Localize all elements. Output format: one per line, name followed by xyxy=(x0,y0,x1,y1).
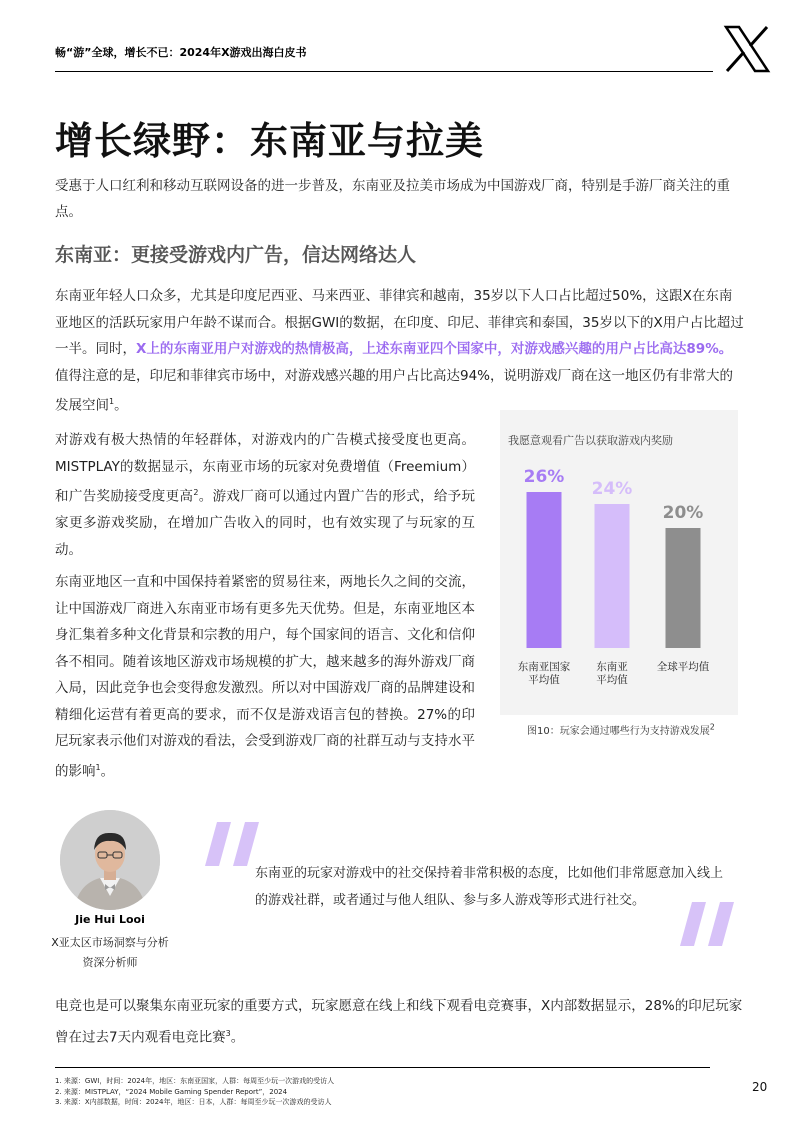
bar-chart xyxy=(500,410,738,715)
person-role-line-2: 资深分析师 xyxy=(82,956,138,969)
body-paragraph-2 xyxy=(55,427,475,563)
chart-panel xyxy=(500,410,738,715)
footnote-3: 3. 来源：X内部数据，时间：2024年，地区：日本，人群：每周至少玩一次游戏的受访人 xyxy=(55,1098,332,1106)
para1-end: 。 xyxy=(114,397,128,414)
category-label-1-1: 平均值 xyxy=(596,674,628,686)
category-label-2-0: 全球平均值 xyxy=(656,661,710,673)
person-name: Jie Hui Looi xyxy=(75,913,145,926)
footnote-ref: 3 xyxy=(225,1029,231,1038)
bar-1 xyxy=(595,504,630,648)
category-label-0-0: 东南亚国家 xyxy=(517,661,571,673)
para4-end: 。 xyxy=(230,1029,245,1046)
bar-0 xyxy=(527,492,562,648)
para1-highlight: X上的东南亚用户对游戏的热情极高，上述东南亚四个国家中，对游戏感兴趣的用户占比高达89%。 xyxy=(136,341,733,357)
x-logo-icon xyxy=(722,24,772,74)
person-photo xyxy=(60,810,160,910)
category-label-1-0: 东南亚 xyxy=(596,661,628,673)
header-title: 畅“游”全球，增长不已：2024年X游戏出海白皮书 xyxy=(55,46,307,59)
para4-text: 电竞也是可以聚集东南亚玩家的重要方式，玩家愿意在线上和线下观看电竞赛事，X内部数据显示，28%的印尼玩家曾在过去7天内观看电竞比赛 xyxy=(55,998,743,1046)
para2-text-cont: 。游戏厂商可以通过内置广告的形式，给予玩家更多游戏奖励，在增加广告收入的同时，也有效实现了与玩家的互动。 xyxy=(55,488,476,558)
section-title: 东南亚：更接受游戏内广告，信达网络达人 xyxy=(55,244,417,266)
header-divider xyxy=(55,71,713,72)
footer-divider xyxy=(55,1067,710,1068)
footnote-ref: 1 xyxy=(95,762,101,772)
body-paragraph-4 xyxy=(55,993,745,1052)
footnotes xyxy=(55,1076,334,1108)
person-role xyxy=(45,933,175,973)
body-paragraph-1 xyxy=(55,283,745,419)
para3-text: 东南亚地区一直和中国保持着紧密的贸易往来，两地长久之间的交流，让中国游戏厂商进入东南亚市场有更多先天优势。但是，东南亚地区本身汇集着多种文化背景和宗教的用户，每个国家间的语言、文化和信仰各不相同。随着该地区游戏市场规模的扩大，越来越多的海外游戏厂商入局，因此竞争也会变得愈发激烈。所以对中国游戏厂商的品牌建设和精细化运营有着更高的要求，而不仅是游戏语言包的替换。27%的印尼玩家表示他们对游戏的看法，会受到游戏厂商的社群互动与支持水平的影响 xyxy=(55,574,475,779)
category-label-0-1: 平均值 xyxy=(528,674,560,686)
para1-text-cont: 值得注意的是，印尼和菲律宾市场中，对游戏感兴趣的用户占比高达94%，说明游戏厂商在这一地区仍有非常大的发展空间 xyxy=(55,367,734,414)
body-paragraph-3 xyxy=(55,569,475,785)
para1-text: 东南亚年轻人口众多，尤其是印度尼西亚、马来西亚、菲律宾和越南，35岁以下人口占比超过50%，这跟X在东南亚地区的活跃玩家用户年龄不谋而合。根据GWI的数据，在印度、印尼、菲律宾和泰国，35岁以下的X用户占比超过一半。同时， xyxy=(55,288,744,357)
chart-title: 我愿意观看广告以获取游戏内奖励 xyxy=(508,434,673,447)
bar-2 xyxy=(666,528,701,648)
footnote-ref: 1 xyxy=(109,397,115,406)
chart-caption-text: 图10：玩家会通过哪些行为支持游戏发展 xyxy=(527,726,710,737)
bar-value-label-2: 20% xyxy=(662,503,704,523)
chart-caption xyxy=(527,722,715,737)
intro-paragraph: 受惠于人口红利和移动互联网设备的进一步普及，东南亚及拉美市场成为中国游戏厂商，特别是手游厂商关注的重点。 xyxy=(55,178,730,220)
bar-value-label-0: 26% xyxy=(523,467,565,487)
footnote-ref: 2 xyxy=(709,722,715,732)
para2-text: 对游戏有极大热情的年轻群体，对游戏内的广告模式接受度也更高。MISTPLAY的数据显示，东南亚市场的玩家对免费增值（Freemium）和广告奖励接受度更高 xyxy=(55,432,475,505)
page-title: 增长绿野：东南亚与拉美 xyxy=(55,119,485,163)
para3-end: 。 xyxy=(100,763,115,779)
footnote-ref: 2 xyxy=(193,488,199,497)
avatar xyxy=(60,810,160,910)
footnote-2: 2. 来源：MISTPLAY，“2024 Mobile Gaming Spender Report”，2024 xyxy=(55,1087,288,1096)
footnote-1: 1. 来源：GWI，时间：2024年，地区：东南亚国家，人群：每周至少玩一次游戏的受访人 xyxy=(55,1077,335,1085)
bar-value-label-1: 24% xyxy=(591,479,633,499)
person-role-line-1: X亚太区市场洞察与分析 xyxy=(51,936,169,949)
close-quote-icon xyxy=(680,900,740,950)
quote-text: 东南亚的玩家对游戏中的社交保持着非常积极的态度，比如他们非常愿意加入线上的游戏社群，或者通过与他人组队、参与多人游戏等形式进行社交。 xyxy=(255,866,724,908)
page-number: 20 xyxy=(752,1080,768,1094)
